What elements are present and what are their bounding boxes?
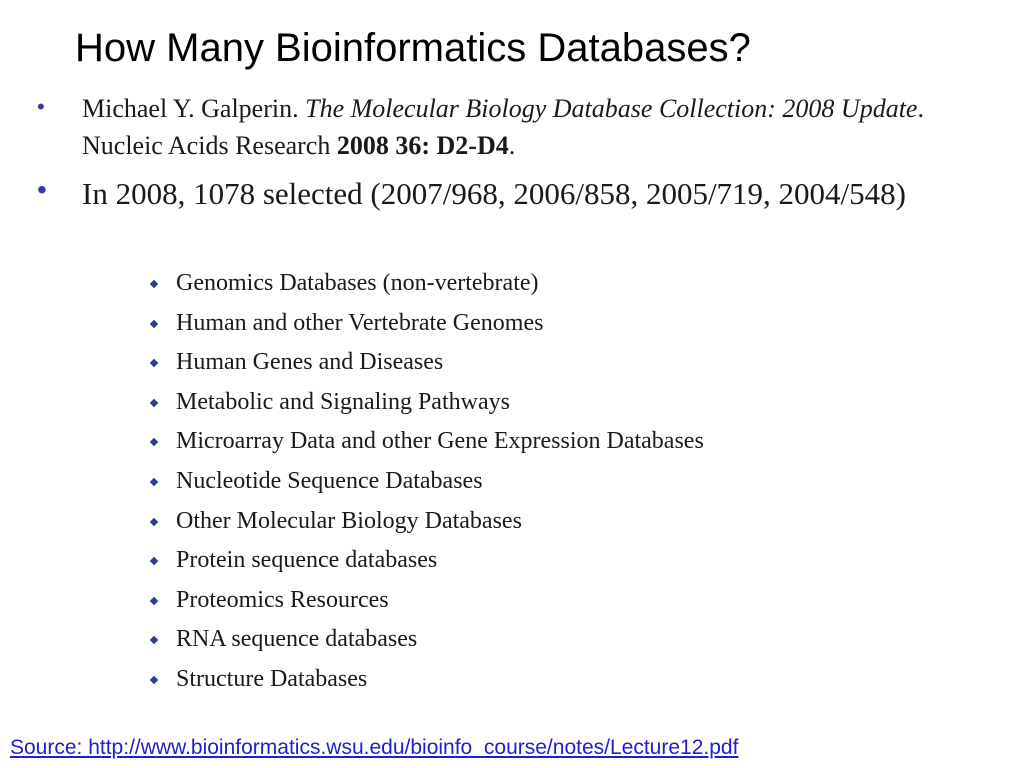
diamond-bullet-icon xyxy=(150,399,158,407)
diamond-bullet-icon xyxy=(150,557,158,565)
citation-end: . xyxy=(508,131,516,160)
bullet-count xyxy=(37,172,997,216)
citation-volume: 2008 36: D2-D4 xyxy=(336,131,509,160)
list-item: Structure Databases xyxy=(148,660,704,700)
list-item: Nucleotide Sequence Databases xyxy=(148,462,704,502)
citation-article-title: The Molecular Biology Database Collection: 2008 Update xyxy=(305,94,918,123)
bullet-dot-icon: • xyxy=(37,174,47,205)
citation-text xyxy=(82,90,997,164)
list-item: Proteomics Resources xyxy=(148,581,704,621)
list-item: Other Molecular Biology Databases xyxy=(148,502,704,542)
list-item: Genomics Databases (non-vertebrate) xyxy=(148,264,704,304)
diamond-bullet-icon xyxy=(150,636,158,644)
diamond-bullet-icon xyxy=(150,319,158,327)
citation-author: Michael Y. Galperin. xyxy=(82,94,306,123)
list-item: Metabolic and Signaling Pathways xyxy=(148,383,704,423)
slide-title: How Many Bioinformatics Databases? xyxy=(75,26,751,70)
citation-journal: . Nucleic Acids Research xyxy=(82,94,924,160)
diamond-bullet-icon xyxy=(150,438,158,446)
diamond-bullet-icon xyxy=(150,359,158,367)
bullet-dot-icon: • xyxy=(37,94,45,119)
list-item: RNA sequence databases xyxy=(148,620,704,660)
count-text: In 2008, 1078 selected (2007/968, 2006/858, 2005/719, 2004/548) xyxy=(82,176,906,211)
list-item: Protein sequence databases xyxy=(148,541,704,581)
diamond-bullet-icon xyxy=(150,280,158,288)
diamond-bullet-icon xyxy=(150,478,158,486)
list-item: Human Genes and Diseases xyxy=(148,343,704,383)
diamond-bullet-icon xyxy=(150,597,158,605)
bullet-citation xyxy=(37,90,997,164)
category-list xyxy=(148,264,704,700)
diamond-bullet-icon xyxy=(150,676,158,684)
list-item: Human and other Vertebrate Genomes xyxy=(148,304,704,344)
source-link[interactable]: Source: http://www.bioinformatics.wsu.edu/bioinfo_course/notes/Lecture12.pdf xyxy=(10,736,739,759)
list-item: Microarray Data and other Gene Expression Databases xyxy=(148,422,704,462)
diamond-bullet-icon xyxy=(150,517,158,525)
